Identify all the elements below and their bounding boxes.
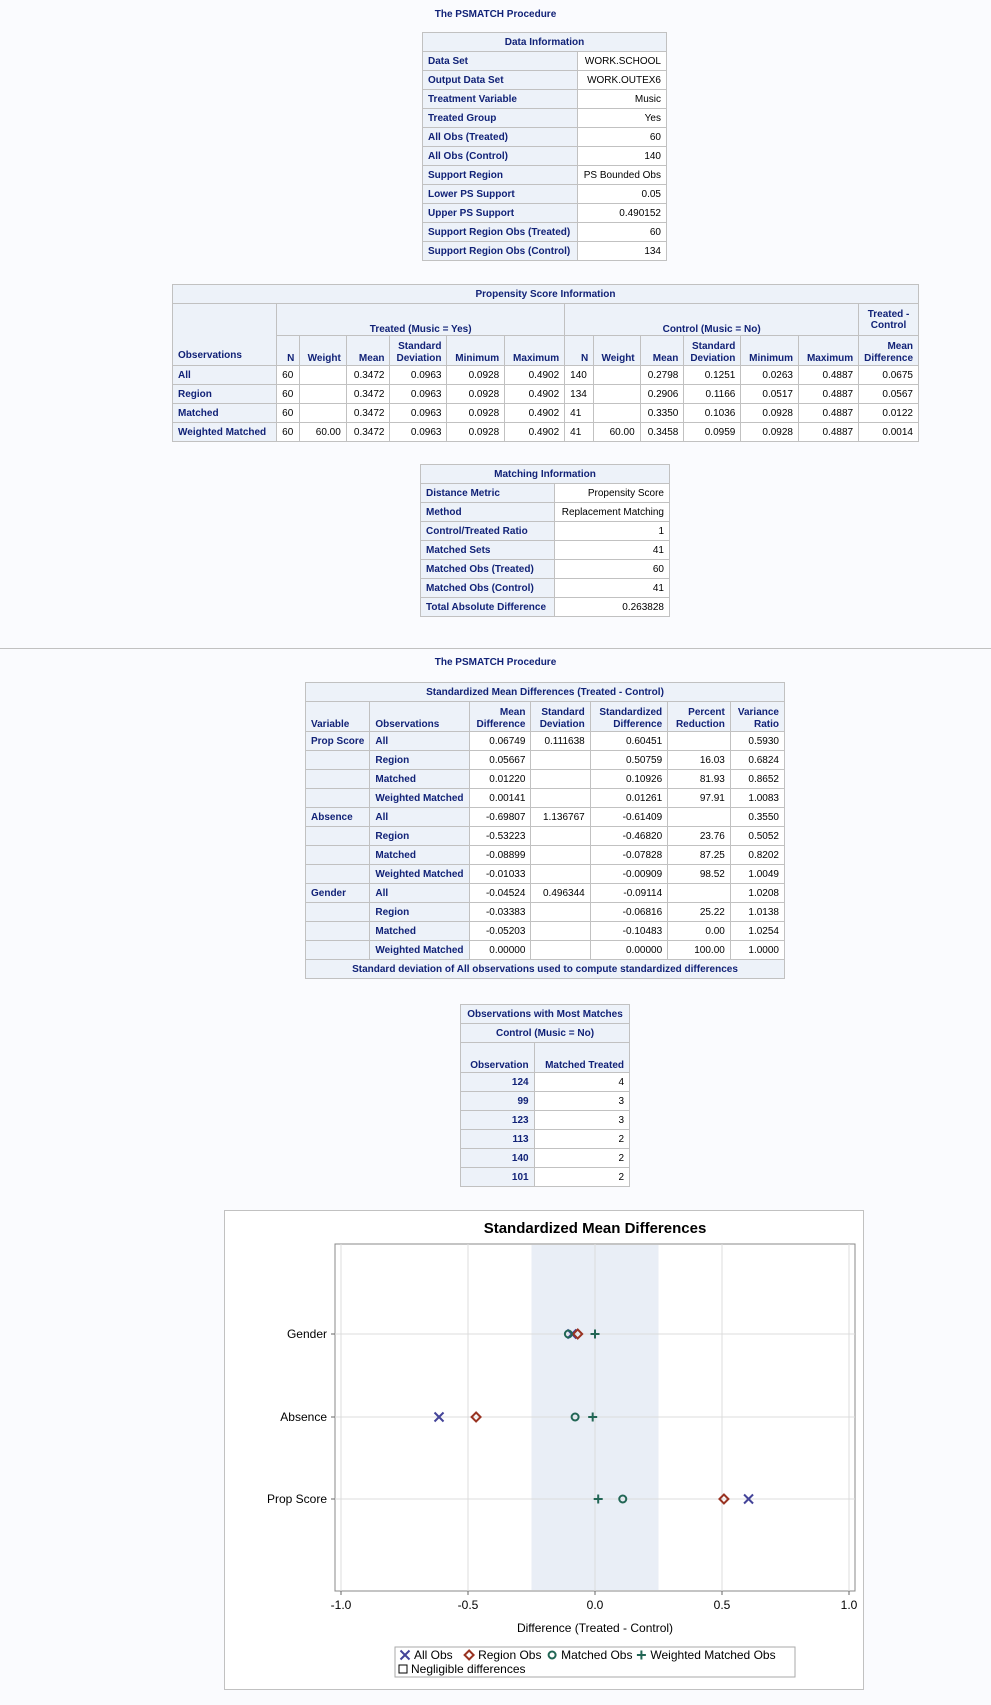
table-row: [461, 1130, 630, 1149]
column-header: Observation: [461, 1043, 535, 1073]
table-row: [461, 1092, 630, 1111]
column-header: N: [565, 336, 594, 366]
control-cell: 0.1036: [684, 404, 741, 423]
column-header: Standard Deviation: [390, 336, 447, 366]
treated-cell: 0.3472: [346, 385, 390, 404]
smd-caption: Standardized Mean Differences (Treated - Control): [306, 683, 785, 702]
treated-cell: 60: [277, 385, 300, 404]
treated-group-header: Treated (Music = Yes): [277, 304, 565, 336]
row-label: Data Set: [423, 52, 578, 71]
table-row: [306, 884, 785, 903]
row-value: 0.263828: [554, 598, 669, 617]
table-row: [423, 109, 667, 128]
table-row: [306, 903, 785, 922]
column-header: Variable: [306, 702, 370, 732]
table-row: [306, 865, 785, 884]
row-label: Total Absolute Difference: [421, 598, 555, 617]
observation-cell: 123: [461, 1111, 535, 1130]
value-cell: 16.03: [668, 751, 731, 770]
value-cell: 0.496344: [531, 884, 590, 903]
row-label: Distance Metric: [421, 484, 555, 503]
value-cell: 87.25: [668, 846, 731, 865]
value-cell: 0.3550: [730, 808, 784, 827]
value-cell: 0.00000: [469, 941, 531, 960]
variable-cell: Prop Score: [306, 732, 370, 751]
observations-cell: All: [370, 808, 469, 827]
column-header: Standardized Difference: [590, 702, 667, 732]
table-row: [421, 598, 670, 617]
value-cell: 0.8652: [730, 770, 784, 789]
treated-cell: 60: [277, 366, 300, 385]
value-cell: 81.93: [668, 770, 731, 789]
value-cell: 0.01261: [590, 789, 667, 808]
table-row: [423, 128, 667, 147]
value-cell: 0.111638: [531, 732, 590, 751]
chart-title: Standardized Mean Differences: [483, 1220, 707, 1237]
value-cell: [531, 770, 590, 789]
row-label: Matched Obs (Treated): [421, 560, 555, 579]
table-row: [421, 522, 670, 541]
row-value: WORK.SCHOOL: [577, 52, 666, 71]
control-cell: 0.3458: [640, 423, 684, 442]
value-cell: 0.00: [668, 922, 731, 941]
legend-label: Matched Obs: [561, 1648, 633, 1662]
column-header: N: [277, 336, 300, 366]
category-label: Prop Score: [266, 1492, 327, 1506]
value-cell: 0.05667: [469, 751, 531, 770]
value-cell: -0.10483: [590, 922, 667, 941]
row-value: 41: [554, 579, 669, 598]
observation-cell: 113: [461, 1130, 535, 1149]
value-cell: -0.01033: [469, 865, 531, 884]
control-cell: 0.0928: [741, 423, 799, 442]
row-label: Matched Obs (Control): [421, 579, 555, 598]
matched-treated-cell: 2: [534, 1168, 629, 1187]
observation-cell: 140: [461, 1149, 535, 1168]
value-cell: -0.46820: [590, 827, 667, 846]
treated-cell: 0.4902: [505, 366, 565, 385]
control-cell: 41: [565, 423, 594, 442]
variable-cell: Absence: [306, 808, 370, 827]
table-row: [421, 484, 670, 503]
value-cell: -0.03383: [469, 903, 531, 922]
table-row: [423, 71, 667, 90]
procedure-title: The PSMATCH Procedure: [434, 9, 557, 20]
observation-cell: 101: [461, 1168, 535, 1187]
observations-cell: Matched: [370, 846, 469, 865]
treated-cell: [300, 385, 346, 404]
table-row: [461, 1149, 630, 1168]
table-row: [423, 52, 667, 71]
value-cell: 23.76: [668, 827, 731, 846]
treated-cell: 0.0928: [447, 404, 505, 423]
row-value: 60: [577, 128, 666, 147]
table-row: [461, 1168, 630, 1187]
row-label: Support Region: [423, 166, 578, 185]
treated-cell: 0.0928: [447, 385, 505, 404]
control-cell: 0.0517: [741, 385, 799, 404]
row-value: 41: [554, 541, 669, 560]
value-cell: -0.04524: [469, 884, 531, 903]
value-cell: [531, 922, 590, 941]
table-row: [423, 90, 667, 109]
value-cell: [668, 732, 731, 751]
variable-cell: [306, 827, 370, 846]
difference-cell: 0.0567: [859, 385, 919, 404]
value-cell: 0.6824: [730, 751, 784, 770]
ps-info-caption: Propensity Score Information: [173, 285, 919, 304]
treated-cell: 0.0963: [390, 385, 447, 404]
row-label: All Obs (Control): [423, 147, 578, 166]
table-row: [423, 223, 667, 242]
table-row: [423, 166, 667, 185]
value-cell: 0.8202: [730, 846, 784, 865]
table-row: [423, 242, 667, 261]
table-row: [421, 503, 670, 522]
column-header: Mean: [640, 336, 684, 366]
column-header: Variance Ratio: [730, 702, 784, 732]
treated-cell: 0.4902: [505, 385, 565, 404]
row-value: 0.05: [577, 185, 666, 204]
value-cell: 0.01220: [469, 770, 531, 789]
legend-label: All Obs: [414, 1648, 453, 1662]
control-cell: 0.4887: [799, 404, 859, 423]
matched-treated-cell: 4: [534, 1073, 629, 1092]
value-cell: 98.52: [668, 865, 731, 884]
difference-cell: 0.0122: [859, 404, 919, 423]
value-cell: 0.00141: [469, 789, 531, 808]
treated-cell: [300, 404, 346, 423]
x-tick-label: -1.0: [330, 1598, 352, 1612]
table-row: [173, 385, 919, 404]
control-group-header: Control (Music = No): [565, 304, 859, 336]
treated-cell: 60: [277, 404, 300, 423]
observations-cell: All: [370, 732, 469, 751]
most-matches-subtitle: Control (Music = No): [461, 1024, 630, 1043]
observations-cell: Region: [370, 903, 469, 922]
value-cell: [531, 903, 590, 922]
observations-cell: Region: [370, 827, 469, 846]
control-cell: 0.0928: [741, 404, 799, 423]
category-label: Absence: [280, 1410, 327, 1424]
row-value: 134: [577, 242, 666, 261]
value-cell: [531, 789, 590, 808]
value-cell: [531, 941, 590, 960]
row-value: 140: [577, 147, 666, 166]
observations-cell: Weighted Matched: [370, 865, 469, 884]
table-row: [423, 147, 667, 166]
value-cell: [668, 808, 731, 827]
observations-header: Observations: [173, 304, 277, 366]
variable-cell: [306, 789, 370, 808]
value-cell: -0.05203: [469, 922, 531, 941]
smd-footnote: Standard deviation of All observations used to compute standardized differences: [306, 960, 785, 979]
observations-cell: Matched: [370, 770, 469, 789]
row-label: All Obs (Treated): [423, 128, 578, 147]
column-header: Minimum: [741, 336, 799, 366]
column-header: Standard Deviation: [684, 336, 741, 366]
standardized-mean-differences-table: [305, 682, 785, 979]
observation-cell: 99: [461, 1092, 535, 1111]
value-cell: 0.5052: [730, 827, 784, 846]
row-label: Support Region Obs (Control): [423, 242, 578, 261]
value-cell: [531, 865, 590, 884]
observations-cell: Region: [370, 751, 469, 770]
value-cell: [531, 827, 590, 846]
x-axis-label: Difference (Treated - Control): [516, 1621, 674, 1635]
control-cell: 0.2906: [640, 385, 684, 404]
value-cell: -0.61409: [590, 808, 667, 827]
most-matches-table: [460, 1004, 630, 1187]
control-cell: 0.0263: [741, 366, 799, 385]
row-value: 0.490152: [577, 204, 666, 223]
observations-cell: Weighted Matched: [370, 789, 469, 808]
control-cell: 134: [565, 385, 594, 404]
value-cell: [531, 846, 590, 865]
value-cell: 97.91: [668, 789, 731, 808]
data-information-table: [422, 32, 667, 261]
row-value: Music: [577, 90, 666, 109]
control-cell: 0.1251: [684, 366, 741, 385]
value-cell: 0.60451: [590, 732, 667, 751]
row-label: Output Data Set: [423, 71, 578, 90]
observation-cell: 124: [461, 1073, 535, 1092]
table-row: [306, 846, 785, 865]
table-row: [461, 1111, 630, 1130]
column-header: Weight: [594, 336, 640, 366]
table-row: [306, 808, 785, 827]
control-cell: 0.0959: [684, 423, 741, 442]
value-cell: [668, 884, 731, 903]
row-value: Replacement Matching: [554, 503, 669, 522]
column-header: Mean Difference: [469, 702, 531, 732]
treated-cell: 0.0963: [390, 366, 447, 385]
control-cell: [594, 385, 640, 404]
treated-cell: 0.3472: [346, 404, 390, 423]
treated-cell: 0.0928: [447, 423, 505, 442]
table-row: [306, 789, 785, 808]
column-header: Weight: [300, 336, 346, 366]
table-row: [173, 423, 919, 442]
row-label: Control/Treated Ratio: [421, 522, 555, 541]
value-cell: -0.00909: [590, 865, 667, 884]
treated-cell: 0.0928: [447, 366, 505, 385]
variable-cell: [306, 770, 370, 789]
value-cell: 100.00: [668, 941, 731, 960]
matching-information-table: [420, 464, 670, 617]
table-row: [306, 732, 785, 751]
control-cell: [594, 366, 640, 385]
table-row: [421, 560, 670, 579]
most-matches-caption: Observations with Most Matches: [461, 1005, 630, 1024]
variable-cell: [306, 903, 370, 922]
x-tick-label: -0.5: [457, 1598, 479, 1612]
value-cell: 0.50759: [590, 751, 667, 770]
row-label: Region: [173, 385, 277, 404]
column-header: Standard Deviation: [531, 702, 590, 732]
data-info-caption: Data Information: [423, 33, 667, 52]
treated-cell: 0.0963: [390, 423, 447, 442]
control-cell: 0.2798: [640, 366, 684, 385]
smd-plot-frame: [224, 1210, 864, 1690]
table-row: [421, 541, 670, 560]
row-label: Matched: [173, 404, 277, 423]
row-label: Support Region Obs (Treated): [423, 223, 578, 242]
table-row: [423, 204, 667, 223]
table-row: [306, 941, 785, 960]
x-tick-label: 0.5: [713, 1598, 731, 1612]
variable-cell: [306, 922, 370, 941]
table-row: [421, 579, 670, 598]
value-cell: 1.0000: [730, 941, 784, 960]
variable-cell: [306, 751, 370, 770]
variable-cell: Gender: [306, 884, 370, 903]
column-header: Mean: [346, 336, 390, 366]
column-header: Observations: [370, 702, 469, 732]
control-cell: 0.3350: [640, 404, 684, 423]
row-label: Method: [421, 503, 555, 522]
diff-group-header: Treated - Control: [859, 304, 919, 336]
matched-treated-cell: 3: [534, 1111, 629, 1130]
treated-cell: [300, 366, 346, 385]
control-cell: 60.00: [594, 423, 640, 442]
variable-cell: [306, 846, 370, 865]
row-label: Matched Sets: [421, 541, 555, 560]
control-cell: 41: [565, 404, 594, 423]
value-cell: 0.06749: [469, 732, 531, 751]
treated-cell: 0.0963: [390, 404, 447, 423]
observations-cell: All: [370, 884, 469, 903]
propensity-score-table: [172, 284, 919, 442]
row-label: All: [173, 366, 277, 385]
value-cell: -0.53223: [469, 827, 531, 846]
table-row: [306, 770, 785, 789]
value-cell: 1.0049: [730, 865, 784, 884]
column-header: Maximum: [799, 336, 859, 366]
variable-cell: [306, 865, 370, 884]
procedure-title-2: The PSMATCH Procedure: [434, 657, 557, 668]
table-row: [461, 1073, 630, 1092]
control-cell: 0.4887: [799, 385, 859, 404]
column-header: Matched Treated: [534, 1043, 629, 1073]
control-cell: 140: [565, 366, 594, 385]
variable-cell: [306, 941, 370, 960]
row-value: 1: [554, 522, 669, 541]
row-label: Upper PS Support: [423, 204, 578, 223]
table-row: [423, 185, 667, 204]
row-label: Weighted Matched: [173, 423, 277, 442]
matching-info-caption: Matching Information: [421, 465, 670, 484]
table-row: [173, 404, 919, 423]
control-cell: 0.4887: [799, 423, 859, 442]
column-header: Percent Reduction: [668, 702, 731, 732]
treated-cell: 0.4902: [505, 404, 565, 423]
row-value: Propensity Score: [554, 484, 669, 503]
value-cell: -0.69807: [469, 808, 531, 827]
smd-chart: [225, 1211, 863, 1689]
value-cell: 1.136767: [531, 808, 590, 827]
x-tick-label: 1.0: [840, 1598, 858, 1612]
value-cell: [531, 751, 590, 770]
column-header: Maximum: [505, 336, 565, 366]
category-label: Gender: [286, 1327, 327, 1341]
column-header: Minimum: [447, 336, 505, 366]
legend-band-label: Negligible differences: [411, 1662, 526, 1676]
table-row: [306, 827, 785, 846]
value-cell: 25.22: [668, 903, 731, 922]
value-cell: -0.06816: [590, 903, 667, 922]
row-value: Yes: [577, 109, 666, 128]
control-cell: [594, 404, 640, 423]
row-value: 60: [577, 223, 666, 242]
table-row: [306, 751, 785, 770]
table-row: [173, 366, 919, 385]
difference-cell: 0.0675: [859, 366, 919, 385]
control-cell: 0.1166: [684, 385, 741, 404]
matched-treated-cell: 3: [534, 1092, 629, 1111]
value-cell: 0.10926: [590, 770, 667, 789]
difference-cell: 0.0014: [859, 423, 919, 442]
value-cell: 1.0138: [730, 903, 784, 922]
value-cell: 1.0083: [730, 789, 784, 808]
table-row: [306, 922, 785, 941]
value-cell: 1.0208: [730, 884, 784, 903]
row-value: PS Bounded Obs: [577, 166, 666, 185]
value-cell: -0.09114: [590, 884, 667, 903]
mean-difference-header: Mean Difference: [859, 336, 919, 366]
row-label: Lower PS Support: [423, 185, 578, 204]
matched-treated-cell: 2: [534, 1130, 629, 1149]
observations-cell: Weighted Matched: [370, 941, 469, 960]
value-cell: 0.5930: [730, 732, 784, 751]
treated-cell: 0.4902: [505, 423, 565, 442]
control-cell: 0.4887: [799, 366, 859, 385]
observations-cell: Matched: [370, 922, 469, 941]
value-cell: 0.00000: [590, 941, 667, 960]
x-tick-label: 0.0: [586, 1598, 604, 1612]
value-cell: -0.08899: [469, 846, 531, 865]
row-value: WORK.OUTEX6: [577, 71, 666, 90]
treated-cell: 60: [277, 423, 300, 442]
matched-treated-cell: 2: [534, 1149, 629, 1168]
treated-cell: 0.3472: [346, 366, 390, 385]
row-value: 60: [554, 560, 669, 579]
row-label: Treatment Variable: [423, 90, 578, 109]
value-cell: 1.0254: [730, 922, 784, 941]
treated-cell: 0.3472: [346, 423, 390, 442]
treated-cell: 60.00: [300, 423, 346, 442]
legend-label: Region Obs: [478, 1648, 542, 1662]
row-label: Treated Group: [423, 109, 578, 128]
legend-label: Weighted Matched Obs: [650, 1648, 776, 1662]
value-cell: -0.07828: [590, 846, 667, 865]
